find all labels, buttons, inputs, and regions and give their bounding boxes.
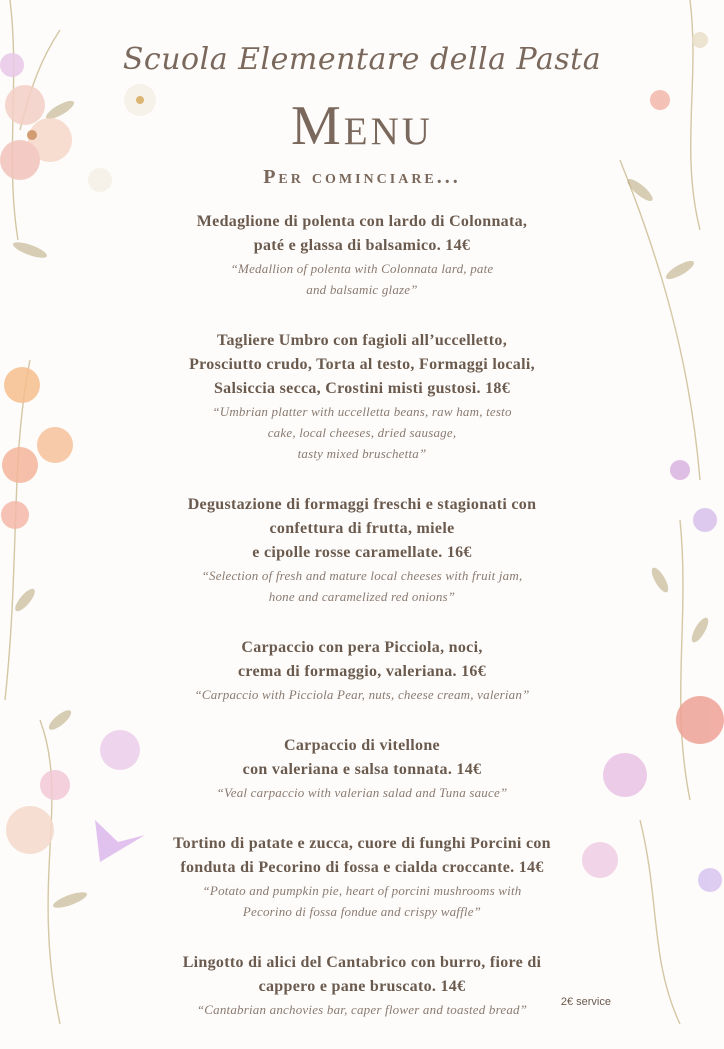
item-english-line: “Cantabrian anchovies bar, caper flower and toasted bread” [196,1002,528,1017]
item-english-line: “Umbrian platter with uccelletta beans, raw ham, testo [212,404,512,419]
menu-item [130,493,594,607]
item-italian-line: e cipolle rosse caramellate. 16€ [252,544,472,561]
item-italian-line: crema di formaggio, valeriana. 16€ [237,663,487,680]
item-italian-line: fonduta di Pecorino di fossa e cialda croccante. 14€ [180,859,544,876]
item-italian-line: Carpaccio di vitellone [284,737,440,754]
item-italian-line: Carpaccio con pera Picciola, noci, [241,639,483,656]
item-english-line: hone and caramelized red onions” [268,589,456,604]
item-english-line: “Potato and pumpkin pie, heart of porcini mushrooms with [202,883,522,898]
item-italian-line: confettura di frutta, miele [269,520,455,537]
menu-item [130,832,594,922]
item-english-line: “Veal carpaccio with valerian salad and Tuna sauce” [216,785,508,800]
item-italian-line: Prosciutto crudo, Torta al testo, Formaggi locali, [189,356,535,373]
item-english-line: and balsamic glaze” [306,282,418,297]
menu-item [130,636,594,705]
item-english-line: tasty mixed bruschetta” [297,446,427,461]
item-italian-line: Tagliere Umbro con fagioli all’uccelletto, [216,332,508,349]
item-italian-line: paté e glassa di balsamico. 14€ [253,237,471,254]
item-italian-line: Degustazione di formaggi freschi e stagionati con [187,496,537,513]
section-title: Per cominciare... [263,166,461,188]
menu-items [130,210,594,1049]
item-italian-line: Tortino di patate e zucca, cuore di funghi Porcini con [173,835,551,852]
item-english-line: “Carpaccio with Picciola Pear, nuts, cheese cream, valerian” [194,687,530,702]
menu-item [130,951,594,1020]
item-english-line: “Selection of fresh and mature local cheeses with fruit jam, [201,568,523,583]
item-english-line: “Medallion of polenta with Colonnata lard, pate [230,261,494,276]
item-italian-line: Lingotto di alici del Cantabrico con burro, fiore di [182,954,542,971]
item-english-line: Pecorino di fossa fondue and crispy waffle” [242,904,482,919]
item-italian-line: con valeriana e salsa tonnata. 14€ [242,761,482,778]
school-name: Scuola Elementare della Pasta [122,42,602,77]
menu-title: Menu [291,95,433,157]
item-italian-line: Medaglione di polenta con lardo di Colonnata, [196,213,528,230]
item-italian-line: cappero e pane bruscato. 14€ [258,978,466,995]
item-italian-line: Salsiccia secca, Crostini misti gustosi. 18€ [213,380,510,397]
item-english-line: cake, local cheeses, dried sausage, [267,425,457,440]
menu-item [130,734,594,803]
menu-item [130,329,594,464]
menu-item [130,210,594,300]
service-note: 2€ service [560,996,611,1008]
